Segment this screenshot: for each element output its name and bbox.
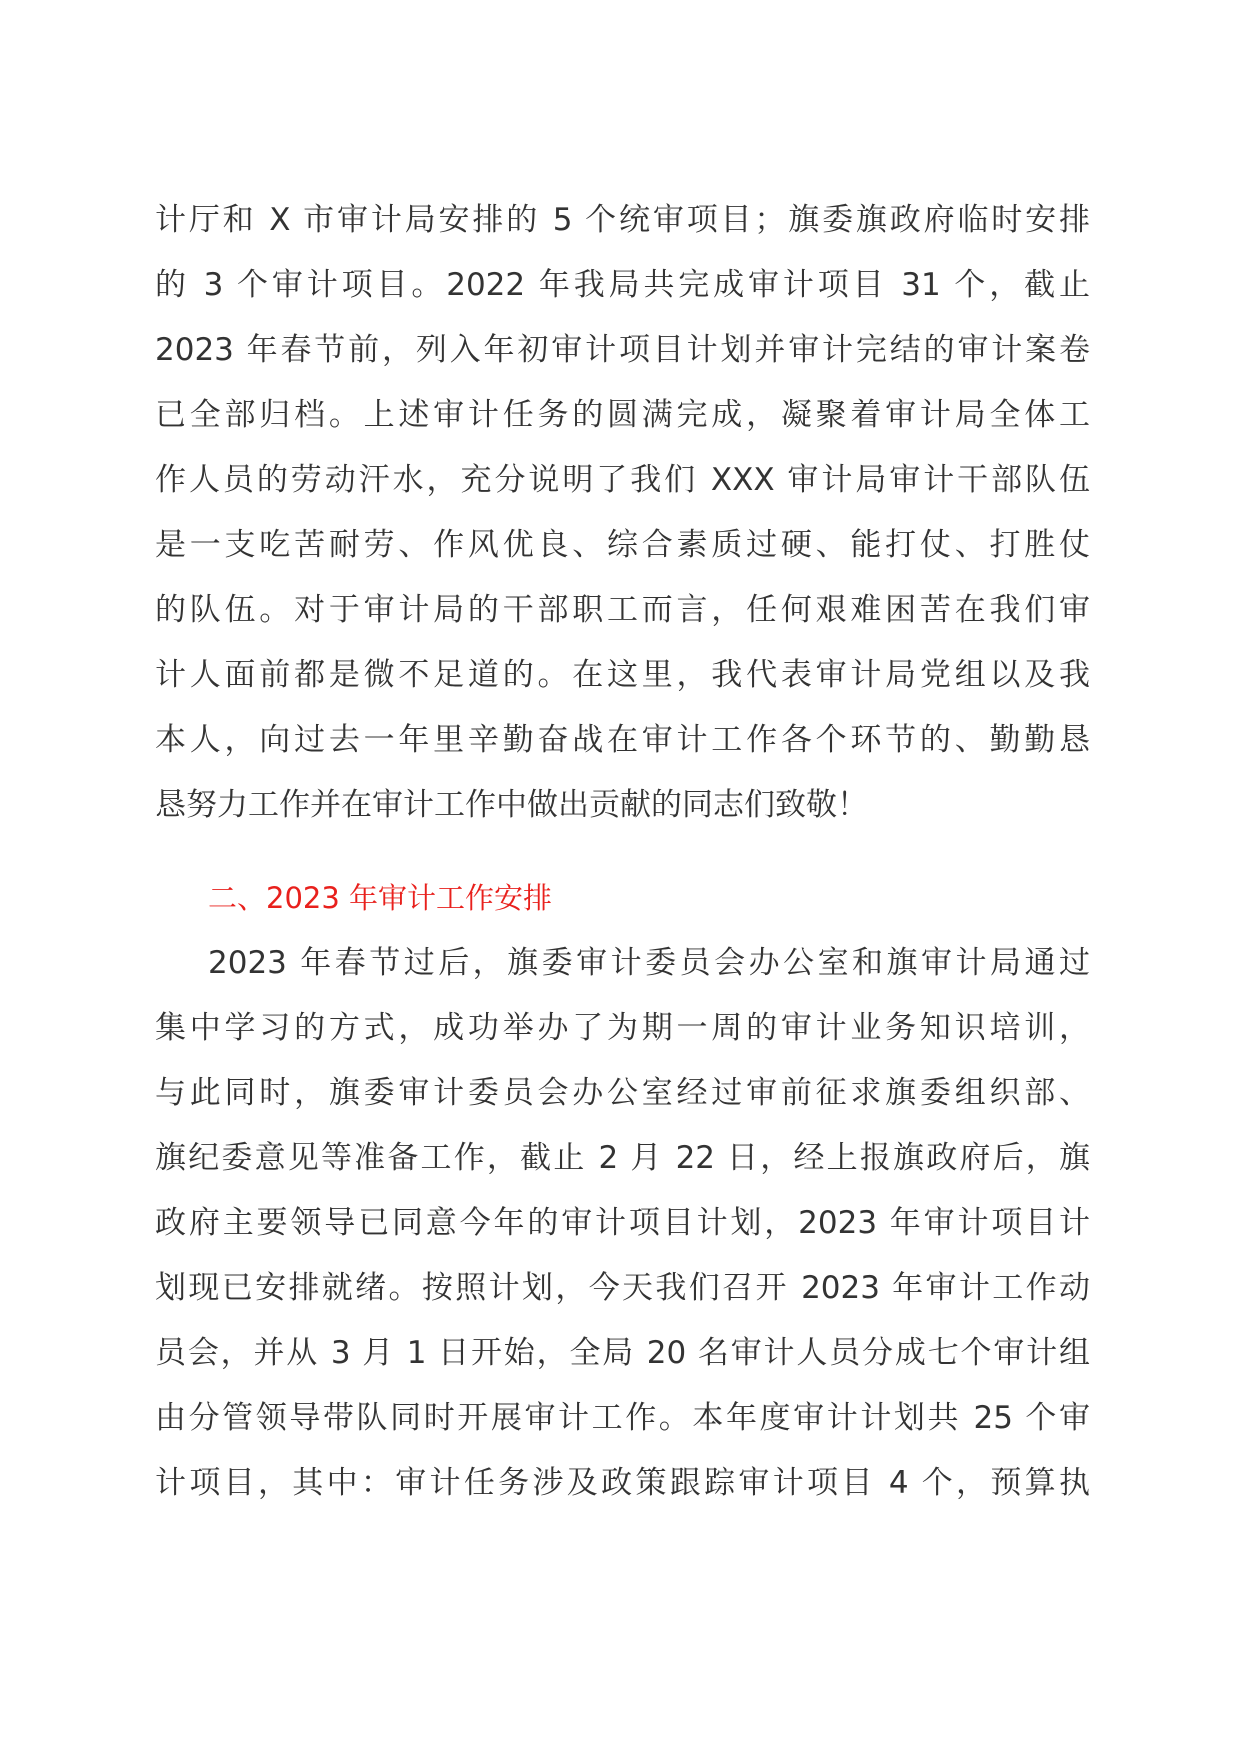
text-line: 与此同时，旗委审计委员会办公室经过审前征求旗委组织部、 <box>155 1075 1090 1111</box>
text-line: 2023 年春节前，列入年初审计项目计划并审计完结的审计案卷 <box>155 332 1090 368</box>
text-line: 恳努力工作并在审计工作中做出贡献的同志们致敬！ <box>155 787 868 823</box>
section-heading: 二、2023 年审计工作安排 <box>208 881 553 915</box>
paragraph-plan-2023 <box>155 931 1090 1516</box>
text-line: 本人，向过去一年里辛勤奋战在审计工作各个环节的、勤勤恳 <box>155 722 1090 758</box>
text-line: 由分管领导带队同时开展审计工作。本年度审计计划共 25 个审 <box>155 1400 1090 1436</box>
text-line: 集中学习的方式，成功举办了为期一周的审计业务知识培训， <box>155 1010 1090 1046</box>
text-line: 是一支吃苦耐劳、作风优良、综合素质过硬、能打仗、打胜仗 <box>155 527 1090 563</box>
paragraph-summary-2022 <box>155 188 1090 838</box>
text-line: 的 3 个审计项目。2022 年我局共完成审计项目 31 个，截止 <box>155 267 1090 303</box>
text-line: 旗纪委意见等准备工作，截止 2 月 22 日，经上报旗政府后，旗 <box>155 1140 1090 1176</box>
text-line: 的队伍。对于审计局的干部职工而言，任何艰难困苦在我们审 <box>155 592 1090 628</box>
text-line: 员会，并从 3 月 1 日开始，全局 20 名审计人员分成七个审计组 <box>155 1335 1090 1371</box>
text-line: 2023 年春节过后，旗委审计委员会办公室和旗审计局通过 <box>208 945 1090 981</box>
text-line: 计人面前都是微不足道的。在这里，我代表审计局党组以及我 <box>155 657 1090 693</box>
text-line: 已全部归档。上述审计任务的圆满完成，凝聚着审计局全体工 <box>155 397 1090 433</box>
text-line: 政府主要领导已同意今年的审计项目计划，2023 年审计项目计 <box>155 1205 1090 1241</box>
text-line: 划现已安排就绪。按照计划，今天我们召开 2023 年审计工作动 <box>155 1270 1090 1306</box>
text-line: 计项目，其中：审计任务涉及政策跟踪审计项目 4 个，预算执 <box>155 1465 1090 1501</box>
text-line: 计厅和 X 市审计局安排的 5 个统审项目；旗委旗政府临时安排 <box>155 202 1090 238</box>
text-line: 作人员的劳动汗水，充分说明了我们 XXX 审计局审计干部队伍 <box>155 462 1090 498</box>
